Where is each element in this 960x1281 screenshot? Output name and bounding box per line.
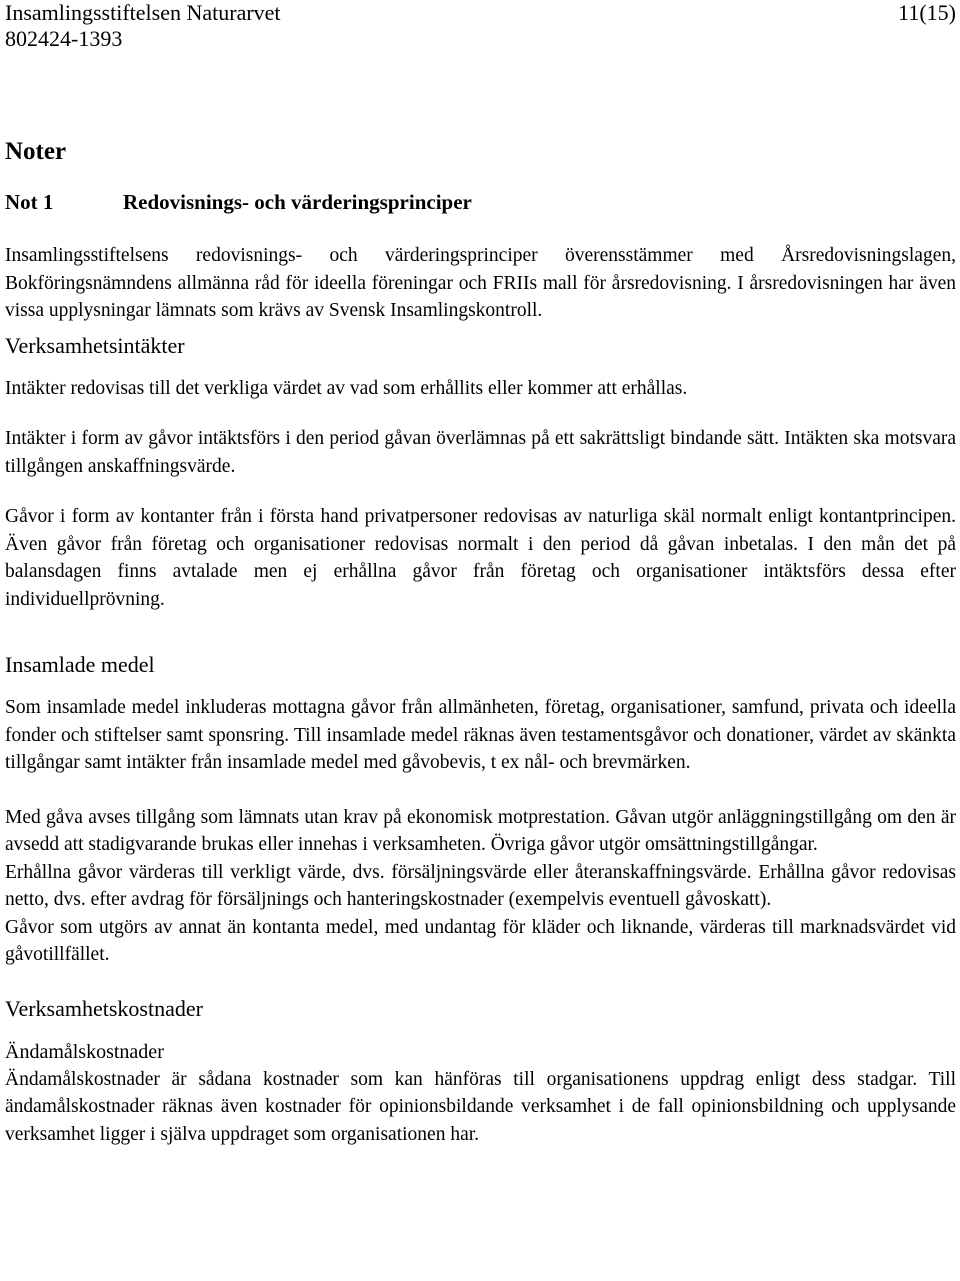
heading-verksamhetsintakter: Verksamhetsintäkter xyxy=(5,332,185,358)
heading-verksamhetskostnader: Verksamhetskostnader xyxy=(5,995,203,1021)
paragraph-intro: Insamlingsstiftelsens redovisnings- och värderingsprinciper överensstämmer med Årsredovisningslagen, Bokföringsnämndens allmänna råd för ideella föreningar och FRIIs mall för årsredovisning. I årsredovisningen har även vissa upplysningar lämnats som krävs av Svensk Insamlingskontroll. xyxy=(5,245,956,321)
heading-insamlade-medel: Insamlade medel xyxy=(5,652,155,677)
paragraph-intakter-1: Intäkter redovisas till det verkliga värdet av vad som erhållits eller kommer att erhållas. xyxy=(5,377,688,399)
page-header xyxy=(5,0,956,26)
heading-andamalskostnader: Ändamålskostnader xyxy=(5,1040,164,1063)
paragraph-andamal: Ändamålskostnader är sådana kostnader som kan hänföras till organisationens uppdrag enligt dess stadgar. Till ändamålskostnader räknas även kostnader för opinionsbildande verksamhet i de fall opinionsbildning och upplysande verksamhet ligger i själva uppdraget som organisationen har. xyxy=(5,1068,956,1145)
paragraph-gava-1: Med gåva avses tillgång som lämnats utan krav på ekonomisk motprestation. Gåvan utgör anläggningstillgång om den är avsedd att stadigvarande brukas eller innehas i verksamheten. Övriga gåvor utgör omsättningstillgångar. xyxy=(5,806,956,855)
document-page xyxy=(5,0,956,1148)
page-number: 11(15) xyxy=(898,0,956,25)
org-number: 802424-1393 xyxy=(5,26,123,51)
note-heading xyxy=(5,189,956,215)
note-number: Not 1 xyxy=(5,190,54,214)
note-title: Redovisnings- och värderingsprinciper xyxy=(123,190,472,214)
paragraph-insamlade: Som insamlade medel inkluderas mottagna gåvor från allmänheten, företag, organisationer, samfund, privata och ideella fonder och stiftelser samt sponsring. Till insamlade medel räknas även testamentsgåvor och donationer, värdet av skänkta tillgångar samt intäkter från insamlade medel med gåvobevis, t ex nål- och brevmärken. xyxy=(5,697,956,773)
paragraph-gava-3: Gåvor som utgörs av annat än kontanta medel, med undantag för kläder och liknande, värderas till marknadsvärdet vid gåvotillfället. xyxy=(5,916,956,965)
paragraph-gava-2: Erhållna gåvor värderas till verkligt värde, dvs. försäljningsvärde eller återanskaffningsvärde. Erhållna gåvor redovisas netto, dvs. efter avdrag för försäljnings och hanteringskostnader (exempelvis eventuell gåvoskatt). xyxy=(5,861,956,910)
paragraph-intakter-2: Intäkter i form av gåvor intäktsförs i den period gåvan överlämnas på ett sakrättsligt bindande sätt. Intäkten ska motsvara tillgången anskaffningsvärde. xyxy=(5,428,956,477)
paragraph-gavor: Gåvor i form av kontanter från i första hand privatpersoner redovisas av naturliga skäl normalt enligt kontantprincipen. Även gåvor från företag och organisationer redovisas normalt i den period då gåvan inbetalas. I den mån det på balansdagen finns avtalade men ej erhållna gåvor från företag och organisationer intäktsförs dessa efter individuellprövning. xyxy=(5,506,956,610)
org-name: Insamlingsstiftelsen Naturarvet xyxy=(5,0,281,25)
notes-title: Noter xyxy=(5,138,67,165)
